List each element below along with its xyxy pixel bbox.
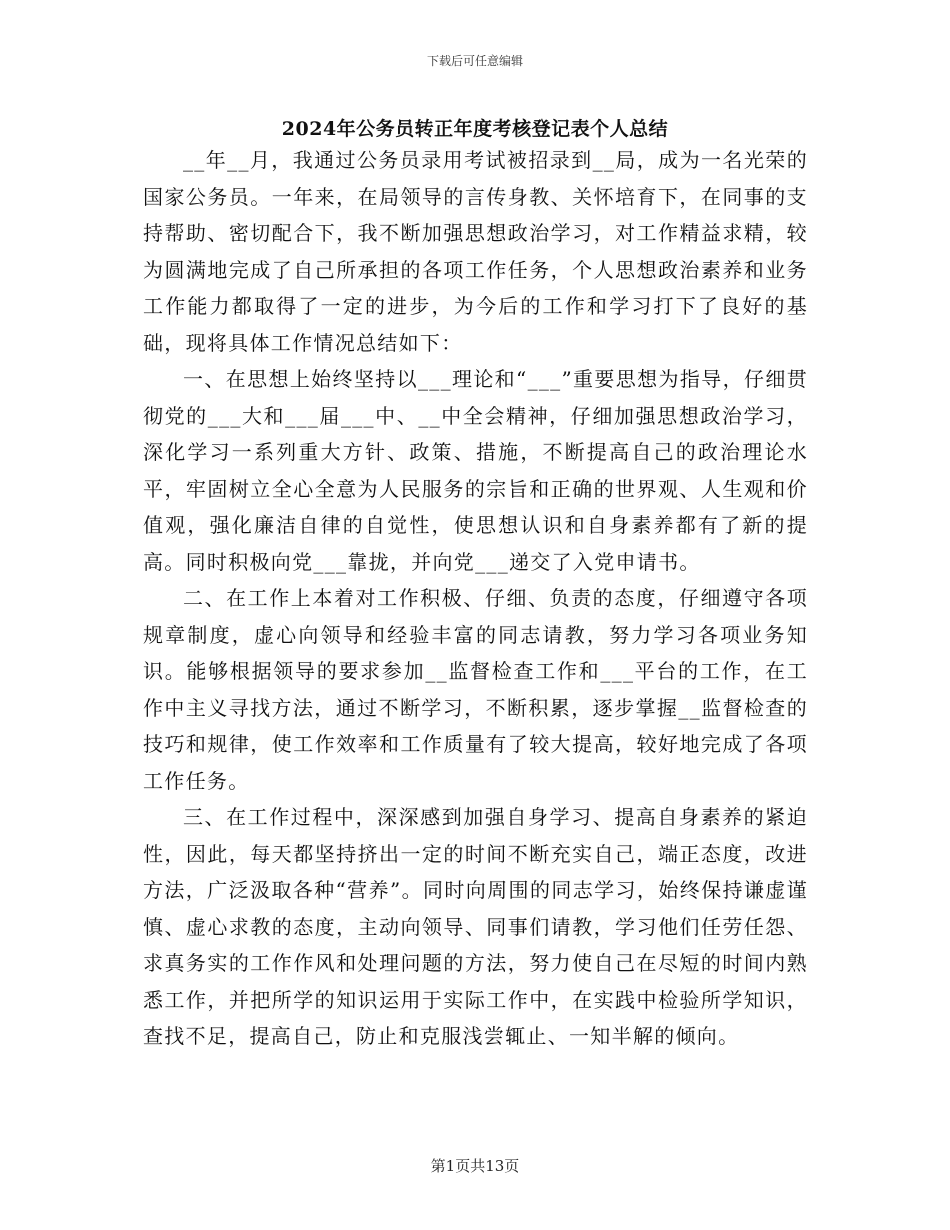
document-title: 2024年公务员转正年度考核登记表个人总结 [281, 118, 669, 140]
header-note: 下载后可任意编辑 [426, 54, 523, 68]
document-body [143, 142, 808, 1055]
page-number: 第1页共13页 [430, 1157, 520, 1175]
paragraph-intro: __年__月，我通过公务员录用考试被招录到__局，成为一名光荣的国家公务员。一年来，在局领导的言传身教、关怀培育下，在同事的支持帮助、密切配合下，我不断加强思想政治学习，对工作精益求精，较为圆满地完成了自己所承担的各项工作任务，个人思想政治素养和业务工作能力都取得了一定的进步，为今后的工作和学习打下了良好的基础，现将具体工作情况总结如下： [143, 148, 808, 355]
paragraph-section-1: 一、在思想上始终坚持以___理论和“___”重要思想为指导，仔细贯彻党的___大和___届___中、__中全会精神，仔细加强思想政治学习，深化学习一系列重大方针、政策、措施，不断提高自己的政治理论水平，牢固树立全心全意为人民服务的宗旨和正确的世界观、人生观和价值观，强化廉洁自律的自觉性，使思想认识和自身素养都有了新的提高。同时积极向党___靠拢，并向党___递交了入党申请书。 [143, 367, 808, 574]
paragraph-section-3: 三、在工作过程中，深深感到加强自身学习、提高自身素养的紧迫性，因此，每天都坚持挤出一定的时间不断充实自己，端正态度，改进方法，广泛汲取各种“营养”。同时向周围的同志学习，始终保持谦虚谨慎、虚心求教的态度，主动向领导、同事们请教，学习他们任劳任怨、求真务实的工作作风和处理问题的方法，努力使自己在尽短的时间内熟悉工作，并把所学的知识运用于实际工作中，在实践中检验所学知识，查找不足，提高自己，防止和克服浅尝辄止、一知半解的倾向。 [143, 805, 808, 1048]
paragraph-section-2: 二、在工作上本着对工作积极、仔细、负责的态度，仔细遵守各项规章制度，虚心向领导和经验丰富的同志请教，努力学习各项业务知识。能够根据领导的要求参加__监督检查工作和___平台的工作，在工作中主义寻找方法，通过不断学习，不断积累，逐步掌握__监督检查的技巧和规律，使工作效率和工作质量有了较大提高，较好地完成了各项工作任务。 [143, 586, 808, 793]
